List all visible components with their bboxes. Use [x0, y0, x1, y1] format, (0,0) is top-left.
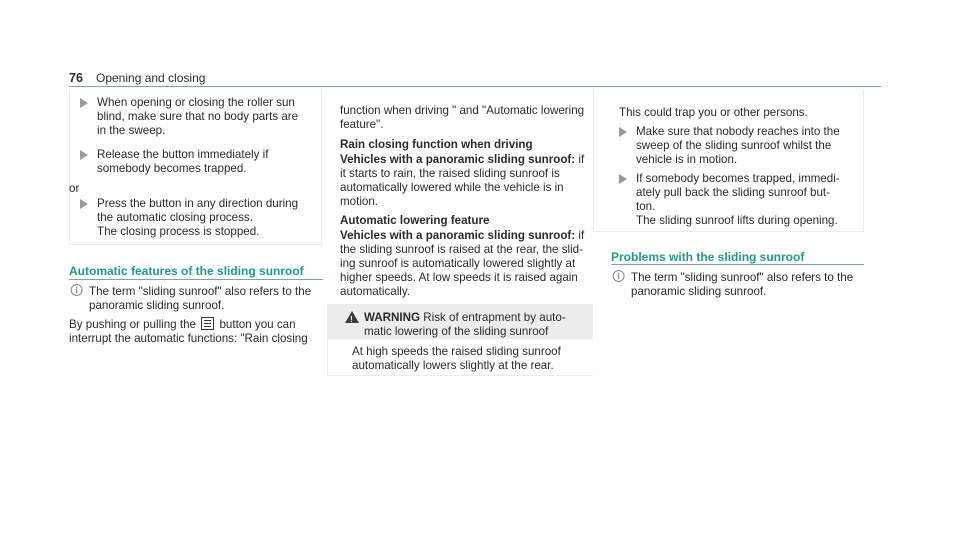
step-text: Press the button in any direction during the automatic closing process. The closing process is stopped. [97, 197, 299, 238]
step-text: If somebody becomes trapped, immedi- ately pull back the sliding sunroof but- ton. The sliding sunroof lifts during opening. [636, 172, 840, 227]
step-arrow-icon [80, 98, 88, 108]
step-item [80, 197, 320, 239]
header-rule [69, 86, 881, 87]
note-icon: 🛈 [612, 269, 626, 284]
section-title-problems: Problems with the sliding sunroof [611, 250, 805, 264]
paragraph: Vehicles with a panoramic sliding sunroof: if the sliding sunroof is raised at the rear, the slid- ing sunroof is automatically lowered slightly at higher speeds. At low speeds it is raised again automatically. [340, 229, 585, 298]
step-arrow-icon [80, 150, 88, 160]
warning-title: WARNING Risk of entrapment by auto- matic lowering of the sliding sunroof [364, 311, 566, 338]
note-text: The term "sliding sunroof" also refers to the panoramic sliding sunroof. [89, 285, 312, 312]
note-text: The term "sliding sunroof" also refers to the panoramic sliding sunroof. [631, 271, 854, 298]
paragraph: By pushing or pulling the button you can interrupt the automatic functions: "Rain closing [69, 318, 308, 345]
paragraph: function when driving " and "Automatic lowering feature". [340, 104, 585, 131]
step-text: When opening or closing the roller sun blind, make sure that no body parts are in the sweep. [97, 96, 299, 137]
step-arrow-icon [619, 127, 627, 137]
section-rule [611, 264, 864, 265]
paragraph: Vehicles with a panoramic sliding sunroof: if it starts to rain, the raised sliding sunroof is automatically lowered while the vehicle is in motion. [340, 153, 585, 208]
note-icon: 🛈 [70, 283, 84, 298]
step-item [80, 148, 320, 176]
step-text: Make sure that nobody reaches into the sweep of the sliding sunroof whilst the vehicle is in motion. [636, 125, 840, 166]
step-text: Release the button immediately if somebody becomes trapped. [97, 148, 269, 175]
step-item [80, 96, 320, 138]
warning-triangle-icon: ! [345, 311, 359, 323]
page-number: 76 [69, 71, 83, 85]
sunroof-button-icon [201, 317, 214, 330]
or-label: or [69, 182, 80, 195]
section-rule [69, 279, 323, 280]
section-title-automatic-features: Automatic features of the sliding sunroof [69, 264, 304, 278]
step-arrow-icon [80, 199, 88, 209]
subheading-rain-closing: Rain closing function when driving [340, 138, 533, 151]
subheading-automatic-lowering: Automatic lowering feature [340, 214, 490, 227]
step-item [619, 172, 859, 228]
step-item [619, 125, 859, 167]
warning-body: At high speeds the raised sliding sunroof automatically lowers slightly at the rear. [352, 345, 561, 372]
page-header [69, 70, 881, 87]
step-arrow-icon [619, 174, 627, 184]
warning-lead: This could trap you or other persons. [619, 106, 808, 119]
page-title: Opening and closing [96, 71, 206, 85]
